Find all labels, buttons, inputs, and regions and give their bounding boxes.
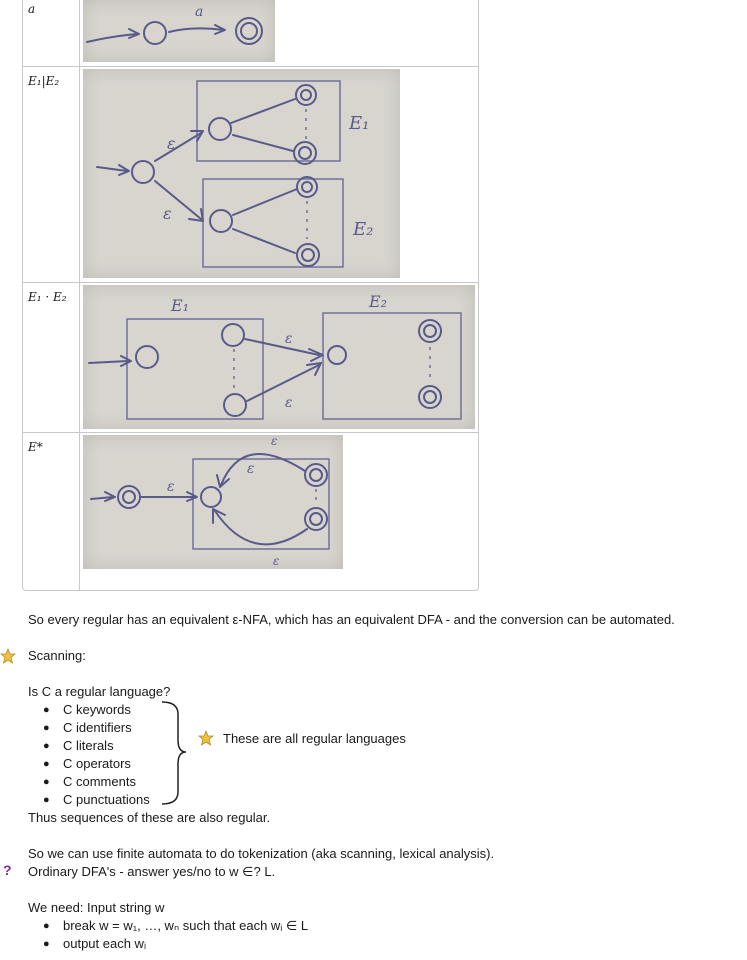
row-label-star: E* (28, 440, 43, 454)
table-divider (79, 0, 80, 590)
svg-text:E₂: E₂ (369, 292, 388, 311)
scanning-heading: Scanning: (28, 648, 86, 663)
row-label-union: E₁|E₂ (28, 74, 60, 88)
svg-text:E₁: E₁ (171, 296, 190, 315)
tokenize-text: So we can use finite automata to do tokenization (aka scanning, lexical analysis). (28, 846, 495, 861)
star-icon (0, 648, 16, 664)
svg-text:ε: ε (271, 435, 278, 448)
list-item: C literals (63, 738, 114, 753)
curly-brace (160, 700, 190, 806)
list-item: C keywords (63, 702, 131, 717)
thus-text: Thus sequences of these are also regular. (28, 810, 271, 825)
list-item: C identifiers (63, 720, 132, 735)
need-text: We need: Input string w (28, 900, 165, 915)
nfa-sketch-union (83, 69, 400, 278)
svg-text:ε: ε (163, 204, 172, 223)
svg-text:ε: ε (285, 395, 293, 411)
list-item: C operators (63, 756, 131, 771)
brace-note: These are all regular languages (223, 731, 406, 746)
nfa-sketch-concat (83, 285, 475, 429)
row-separator (23, 282, 478, 283)
row-separator (23, 66, 478, 67)
svg-text:ε: ε (285, 331, 293, 347)
summary-text: So every regular has an equivalent ε-NFA, which has an equivalent DFA - and the conversion can be automated. (28, 612, 675, 627)
question-mark-icon: ? (3, 862, 12, 878)
row-separator (23, 432, 478, 433)
nfa-sketch-a (83, 0, 275, 62)
svg-text:ε: ε (273, 554, 280, 568)
sketch-label: a (195, 4, 204, 20)
svg-text:ε: ε (167, 479, 175, 495)
svg-text:E₂: E₂ (353, 219, 374, 240)
row-label-concat: E₁ · E₂ (28, 290, 67, 304)
svg-text:E₁: E₁ (349, 113, 370, 134)
star-icon (198, 730, 214, 746)
list-item: break w = w₁, …, wₙ such that each wᵢ ∈ L (63, 918, 309, 933)
ordinary-text: Ordinary DFA's - answer yes/no to w ∈? L. (28, 864, 276, 879)
question-text: Is C a regular language? (28, 684, 171, 699)
nfa-sketch-star (83, 435, 343, 569)
svg-text:ε: ε (167, 134, 176, 153)
list-item: C punctuations (63, 792, 150, 807)
row-label-a: a (28, 2, 36, 16)
list-item: C comments (63, 774, 136, 789)
list-item: output each wᵢ (63, 936, 146, 951)
svg-text:ε: ε (247, 461, 255, 477)
